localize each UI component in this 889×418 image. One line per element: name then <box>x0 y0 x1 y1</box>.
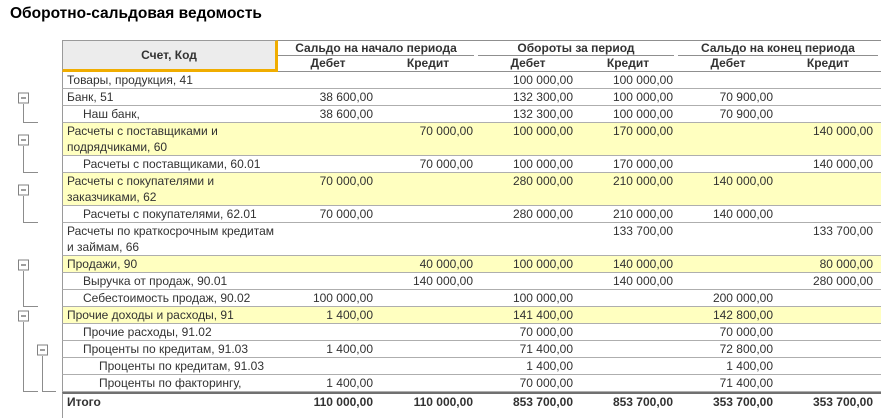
account-name-cell[interactable]: Прочие доходы и расходы, 91 <box>67 308 234 322</box>
collapse-minus-icon[interactable] <box>18 184 29 195</box>
account-name-cell[interactable]: Расчеты с покупателями, 62.01 <box>83 207 257 221</box>
table-row[interactable] <box>0 89 881 106</box>
row-cells <box>62 72 881 89</box>
credit-column-header[interactable]: Кредит <box>406 56 450 70</box>
amount-cell[interactable]: 133 700,00 <box>812 224 873 238</box>
collapse-minus-icon[interactable] <box>37 344 48 355</box>
tree-line <box>23 375 24 392</box>
collapse-minus-icon[interactable] <box>18 310 29 321</box>
row-gutter <box>0 341 62 358</box>
table-row[interactable] <box>0 290 881 307</box>
account-name-cell[interactable]: Итого <box>67 395 101 409</box>
account-name-cell[interactable]: Проценты по факторингу, <box>99 376 242 390</box>
tree-line <box>23 156 24 173</box>
amount-cell[interactable]: 70 900,00 <box>719 107 773 121</box>
tree-line <box>23 324 24 341</box>
debit-column-header[interactable]: Дебет <box>310 56 346 70</box>
amount-cell[interactable]: 140 000,00 <box>612 257 673 271</box>
account-name-cell[interactable]: Расчеты с покупателями и заказчиками, 62 <box>67 174 215 204</box>
amount-cell[interactable]: 132 300,00 <box>512 107 573 121</box>
amount-cell[interactable]: 40 000,00 <box>419 257 473 271</box>
debit-column-header[interactable]: Дебет <box>510 56 546 70</box>
table-left-border-tail <box>62 411 63 418</box>
amount-cell[interactable]: 38 600,00 <box>319 90 373 104</box>
row-gutter <box>0 72 62 89</box>
row-gutter <box>0 206 62 223</box>
amount-cell[interactable]: 100 000,00 <box>612 90 673 104</box>
row-gutter <box>0 223 62 256</box>
row-cells <box>62 307 881 324</box>
group-header-row <box>278 40 881 56</box>
amount-cell[interactable]: 100 000,00 <box>612 107 673 121</box>
tree-line <box>23 206 24 223</box>
credit-column-header[interactable]: Кредит <box>806 56 850 70</box>
row-gutter <box>0 156 62 173</box>
tree-line <box>23 341 24 358</box>
row-gutter <box>0 256 62 273</box>
amount-cell[interactable]: 140 000,00 <box>712 174 773 188</box>
row-gutter <box>0 106 62 123</box>
row-gutter <box>0 358 62 375</box>
table-header <box>0 40 881 72</box>
row-gutter <box>0 273 62 290</box>
amount-cell[interactable]: 70 000,00 <box>319 174 373 188</box>
collapse-minus-icon[interactable] <box>18 92 29 103</box>
amount-cell[interactable]: 132 300,00 <box>512 90 573 104</box>
amount-cell[interactable]: 110 000,00 <box>413 395 473 409</box>
row-gutter <box>0 307 62 324</box>
amount-cell[interactable]: 38 600,00 <box>319 107 373 121</box>
tree-line <box>23 106 24 123</box>
row-cells <box>62 341 881 358</box>
amount-cell[interactable]: 70 000,00 <box>719 325 773 339</box>
account-name-cell[interactable]: Наш банк, <box>83 107 140 121</box>
table-row[interactable] <box>0 324 881 341</box>
debit-column-header[interactable]: Дебет <box>710 56 746 70</box>
amount-cell[interactable]: 142 800,00 <box>712 308 773 322</box>
row-cells <box>62 273 881 290</box>
account-name-cell[interactable]: Проценты по кредитам, 91.03 <box>99 359 264 373</box>
amount-cell[interactable]: 70 000,00 <box>419 157 473 171</box>
amount-cell[interactable]: 100 000,00 <box>512 157 573 171</box>
account-name-cell[interactable]: Прочие расходы, 91.02 <box>83 325 212 339</box>
sub-header-row <box>278 56 881 72</box>
row-cells <box>62 223 881 256</box>
amount-cell[interactable]: 100 000,00 <box>512 124 573 138</box>
row-gutter <box>0 89 62 106</box>
account-name-cell[interactable]: Выручка от продаж, 90.01 <box>83 274 228 288</box>
row-cells <box>62 89 881 106</box>
balance-sheet-table <box>0 40 881 418</box>
table-row[interactable] <box>0 358 881 375</box>
amount-cell[interactable]: 210 000,00 <box>612 174 673 188</box>
amount-cell[interactable]: 100 000,00 <box>612 73 673 87</box>
amount-cell[interactable]: 140 000,00 <box>612 274 673 288</box>
table-row[interactable] <box>0 156 881 173</box>
account-name-cell[interactable]: Продажи, 90 <box>67 257 138 271</box>
row-cells <box>62 123 881 156</box>
amount-cell[interactable]: 140 000,00 <box>412 274 473 288</box>
amount-cell[interactable]: 140 000,00 <box>812 124 873 138</box>
table-row[interactable] <box>0 206 881 223</box>
row-gutter <box>0 123 62 156</box>
amount-cell[interactable]: 280 000,00 <box>512 174 573 188</box>
amount-cell[interactable]: 170 000,00 <box>612 124 673 138</box>
amount-cell[interactable]: 853 700,00 <box>612 395 673 409</box>
row-cells <box>62 375 881 392</box>
amount-cell[interactable]: 280 000,00 <box>512 207 573 221</box>
collapse-minus-icon[interactable] <box>18 259 29 270</box>
amount-cell[interactable]: 280 000,00 <box>812 274 873 288</box>
account-name-cell[interactable]: Расчеты с поставщиками, 60.01 <box>83 157 261 171</box>
report-title: Оборотно-сальдовая ведомость <box>10 5 262 22</box>
row-gutter <box>0 173 62 206</box>
tree-line <box>23 146 24 157</box>
amount-cell[interactable]: 71 400,00 <box>719 376 773 390</box>
table-row[interactable] <box>0 341 881 358</box>
amount-cell[interactable]: 70 000,00 <box>419 124 473 138</box>
account-name-cell[interactable]: Себестоимость продаж, 90.02 <box>83 291 251 305</box>
group-header-turnover[interactable]: Обороты за период <box>478 41 674 56</box>
row-cells <box>62 206 881 223</box>
amount-cell[interactable]: 100 000,00 <box>512 291 573 305</box>
amount-cell[interactable]: 353 700,00 <box>712 395 773 409</box>
amount-cell[interactable]: 100 000,00 <box>512 257 573 271</box>
row-gutter <box>0 375 62 392</box>
amount-cell[interactable]: 70 000,00 <box>319 207 373 221</box>
amount-cell[interactable]: 70 900,00 <box>719 90 773 104</box>
account-name-cell[interactable]: Расчеты по краткосрочным кредитам и займам, 66 <box>67 224 275 254</box>
row-cells <box>62 173 881 206</box>
table-row[interactable] <box>0 375 881 392</box>
tree-line <box>23 358 24 375</box>
account-name-cell[interactable]: Расчеты с поставщиками и подрядчиками, 60 <box>67 124 218 154</box>
row-cells <box>62 256 881 273</box>
group-header-opening-balance[interactable]: Сальдо на начало периода <box>278 41 474 56</box>
amount-cell[interactable]: 353 700,00 <box>812 395 873 409</box>
amount-cell[interactable]: 140 000,00 <box>812 157 873 171</box>
table-row[interactable] <box>0 173 881 206</box>
row-gutter <box>0 290 62 307</box>
row-cells <box>62 358 881 375</box>
amount-cell[interactable]: 853 700,00 <box>512 395 573 409</box>
row-cells <box>62 106 881 123</box>
amount-cell[interactable]: 100 000,00 <box>512 73 573 87</box>
amount-cell[interactable]: 133 700,00 <box>612 224 673 238</box>
header-right <box>278 40 881 72</box>
tree-line <box>23 273 24 290</box>
amount-cell[interactable]: 1 400,00 <box>726 359 773 373</box>
tree-line <box>42 375 43 392</box>
row-cells <box>62 290 881 307</box>
amount-cell[interactable]: 100 000,00 <box>312 291 373 305</box>
amount-cell[interactable]: 1 400,00 <box>326 376 373 390</box>
credit-column-header[interactable]: Кредит <box>606 56 650 70</box>
tree-line <box>23 290 24 307</box>
amount-cell[interactable]: 140 000,00 <box>712 207 773 221</box>
row-gutter <box>0 392 62 411</box>
table-row[interactable] <box>0 273 881 290</box>
amount-cell[interactable]: 1 400,00 <box>526 359 573 373</box>
amount-cell[interactable]: 141 400,00 <box>512 308 573 322</box>
row-cells <box>62 324 881 341</box>
row-cells <box>62 156 881 173</box>
table-row[interactable] <box>0 106 881 123</box>
row-gutter <box>0 324 62 341</box>
table-row[interactable] <box>0 307 881 324</box>
table-rows <box>0 72 881 411</box>
table-row[interactable] <box>0 223 881 256</box>
group-header-closing-balance[interactable]: Сальдо на конец периода <box>678 41 878 56</box>
account-name-cell[interactable]: Товары, продукция, 41 <box>67 73 193 87</box>
amount-cell[interactable]: 70 000,00 <box>519 376 573 390</box>
amount-cell[interactable]: 200 000,00 <box>712 291 773 305</box>
account-name-cell[interactable]: Банк, 51 <box>67 90 114 104</box>
account-name-cell[interactable]: Проценты по кредитам, 91.03 <box>83 342 248 356</box>
amount-cell[interactable]: 170 000,00 <box>612 157 673 171</box>
tree-line <box>23 196 24 207</box>
amount-cell[interactable]: 210 000,00 <box>612 207 673 221</box>
collapse-minus-icon[interactable] <box>18 134 29 145</box>
table-row[interactable] <box>0 72 881 89</box>
amount-cell[interactable]: 70 000,00 <box>519 325 573 339</box>
header-gutter <box>0 40 62 72</box>
total-row[interactable] <box>0 392 881 411</box>
amount-cell[interactable]: 1 400,00 <box>326 308 373 322</box>
amount-cell[interactable]: 72 800,00 <box>719 342 773 356</box>
account-column-header[interactable]: Счет, Код <box>62 40 278 72</box>
table-row[interactable] <box>0 123 881 156</box>
row-cells <box>62 392 881 411</box>
amount-cell[interactable]: 110 000,00 <box>313 395 373 409</box>
amount-cell[interactable]: 80 000,00 <box>819 257 873 271</box>
amount-cell[interactable]: 71 400,00 <box>519 342 573 356</box>
amount-cell[interactable]: 1 400,00 <box>326 342 373 356</box>
table-row[interactable] <box>0 256 881 273</box>
tree-line <box>42 358 43 375</box>
